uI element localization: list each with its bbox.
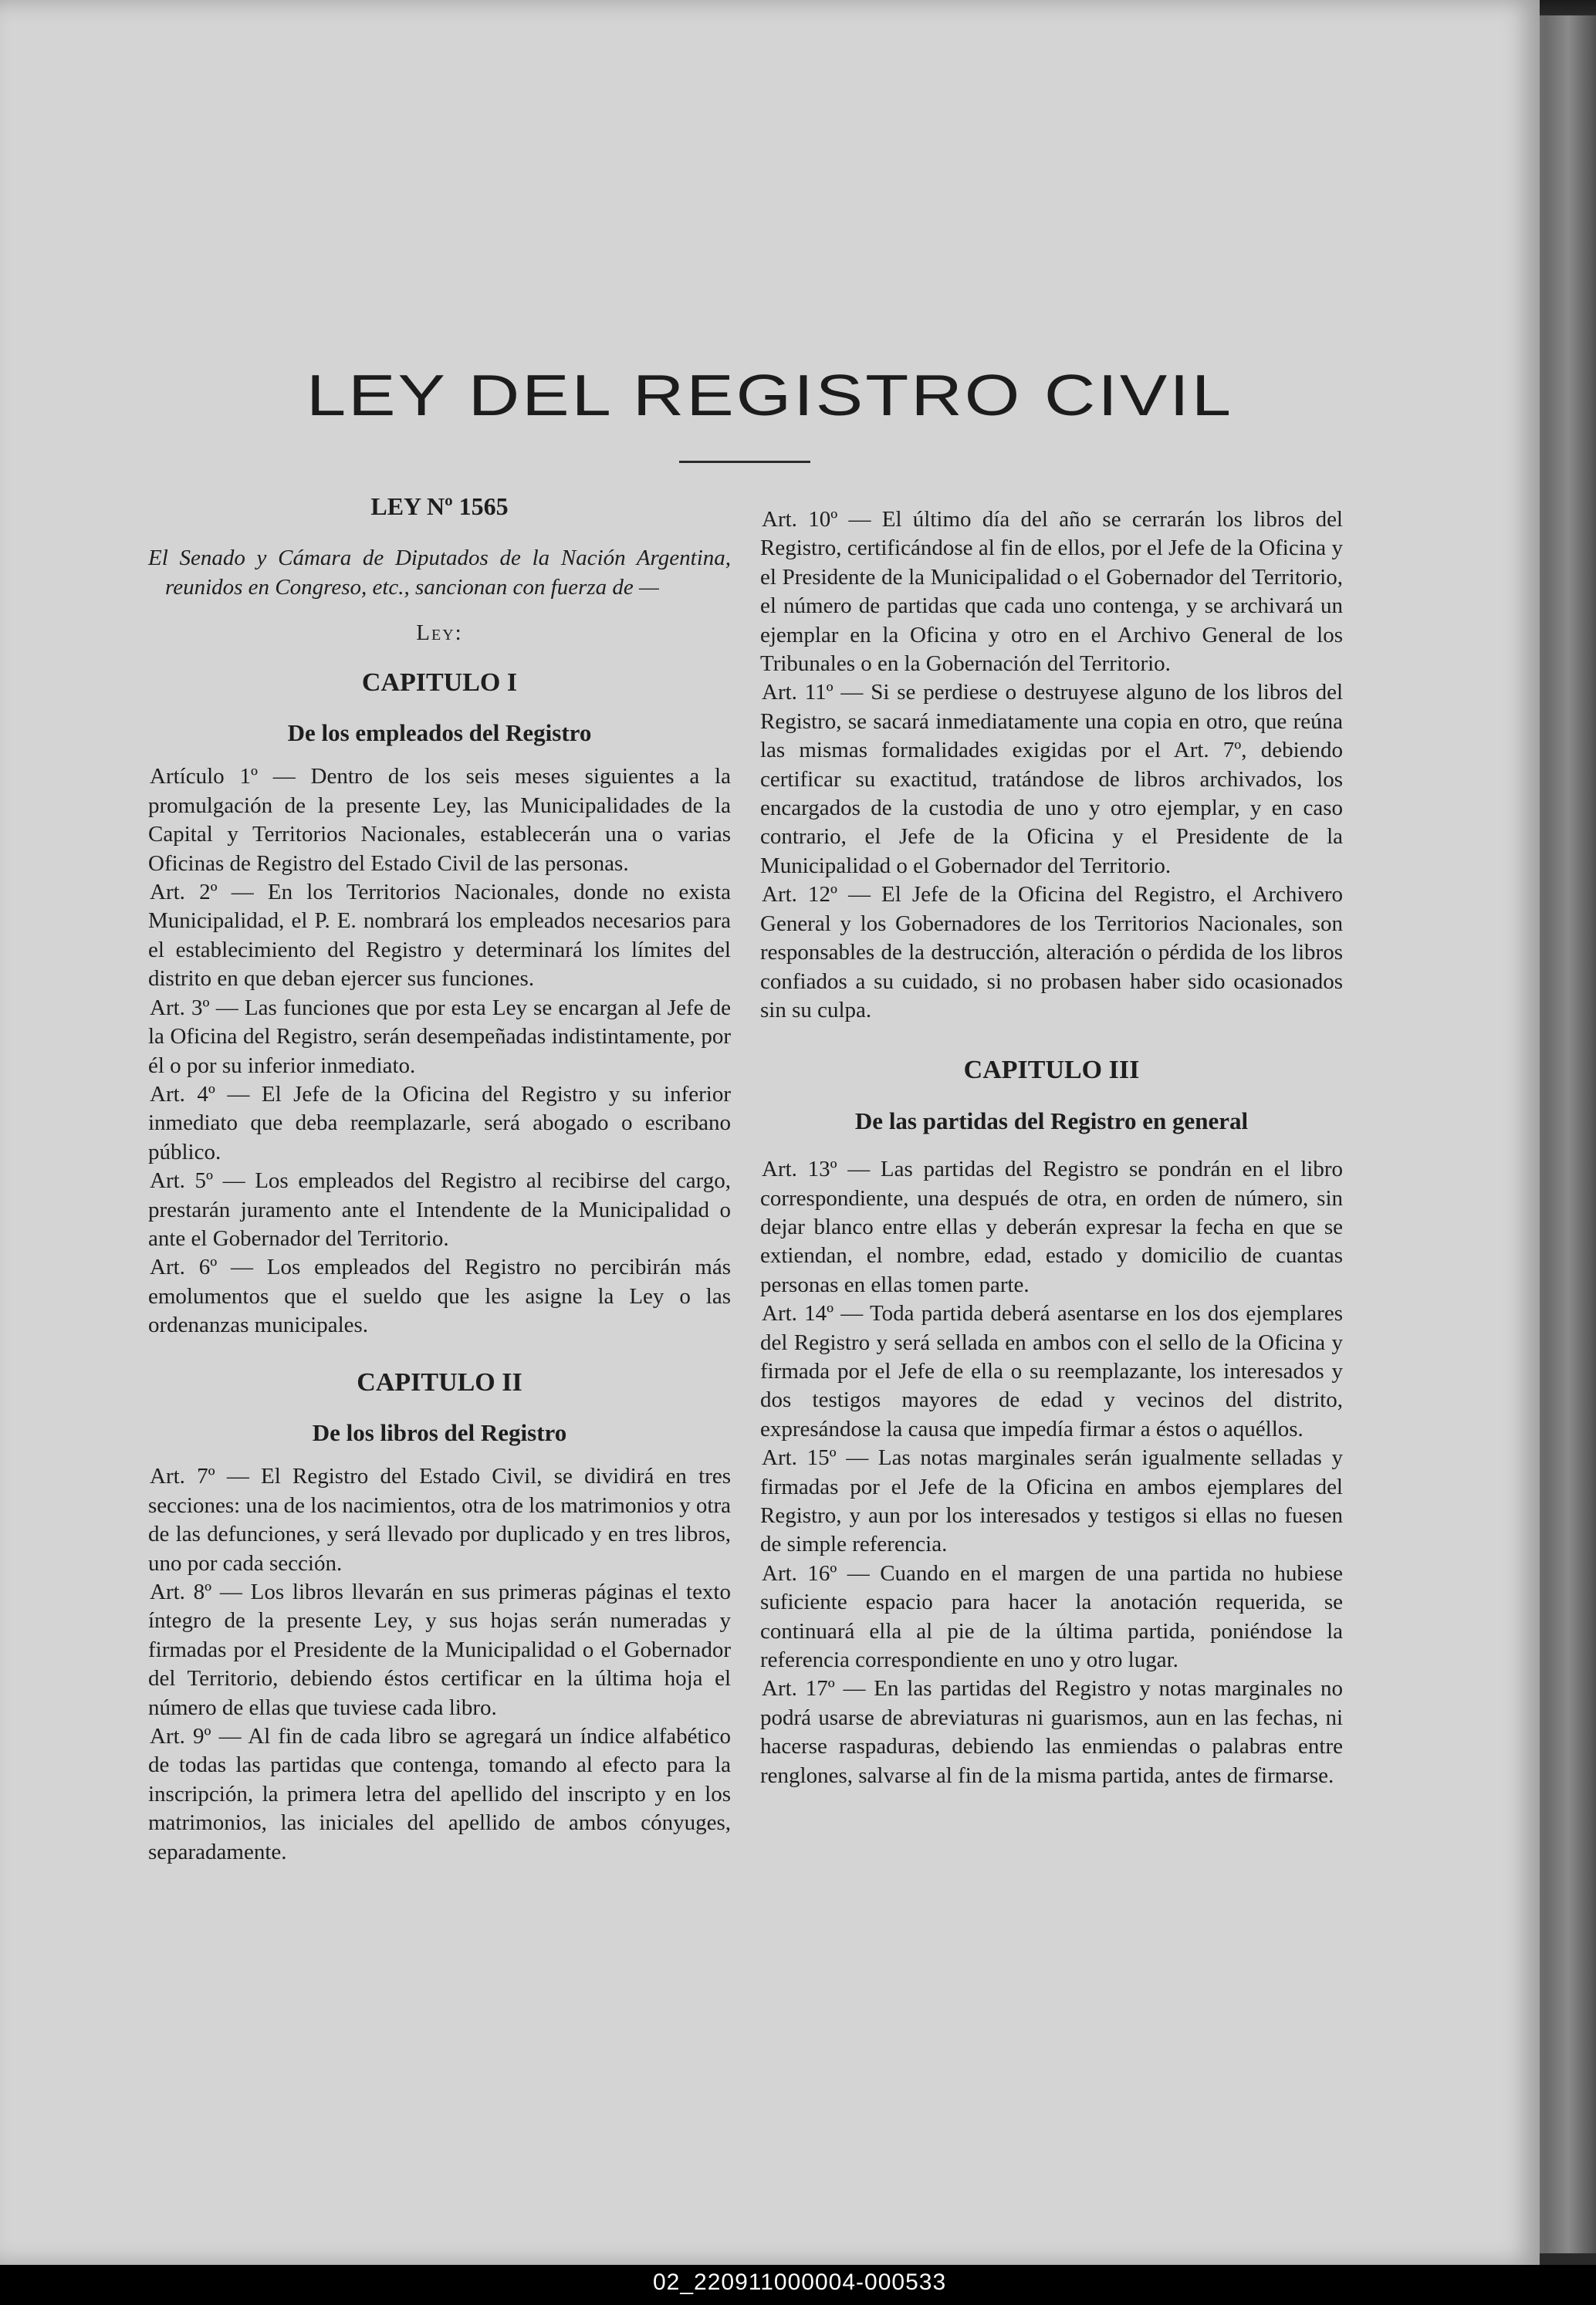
article-9: Art. 9º — Al fin de cada libro se agregará un índice alfabético de todas las partidas que contenga, tomando al efecto para la inscripción, la primera letra del apellido del inscripto y en los matrimonios, las iniciales del apellido de ambos cónyuges, separadamente. — [148, 1724, 731, 1864]
ley-word: Ley: — [416, 620, 463, 646]
law-number: LEY Nº 1565 — [370, 492, 509, 520]
article-2: Art. 2º — En los Territorios Nacionales, donde no exista Municipalidad, el P. E. nombrará los empleados necesarios para el establecimiento del Registro y determinará los límites del distrito en que deban ejercer sus funciones. — [148, 880, 731, 992]
article-1: Artículo 1º — Dentro de los seis meses siguientes a la promulgación de la presente Ley, las Municipalidades de la Capital y Territorios Nacionales, establecerán una o varias Oficinas de Registro del Estado Civil de las personas. — [148, 764, 731, 876]
preamble: El Senado y Cámara de Diputados de la Nación Argentina, reunidos en Congreso, etc., sancionan con fuerza de — — [148, 546, 731, 600]
chapter-1-heading: CAPITULO I — [361, 668, 518, 697]
left-column — [148, 486, 731, 1867]
chapter-3-heading: CAPITULO III — [963, 1056, 1140, 1085]
article-14: Art. 14º — Toda partida deberá asentarse en los dos ejemplares del Registro y será sellada en ambos con el sello de la Oficina y firmada por el Jefe de ella o su reemplazante, los interesados y dos testigos mayores de edad y vecinos del distrito, expresándose la causa que impedía firmar a éstos o aquéllos. — [760, 1301, 1343, 1441]
article-16: Art. 16º — Cuando en el margen de una partida no hubiese suficiente espacio para hacer la anotación requerida, se continuará ella al pie de la última partida, poniéndose la referencia correspondiente en uno y otro lugar. — [760, 1560, 1343, 1673]
chapter-2-heading: CAPITULO II — [357, 1367, 522, 1397]
article-15: Art. 15º — Las notas marginales serán igualmente selladas y firmadas por el Jefe de la Oficina en ambos ejemplares del Registro, y aun por los interesados y testigos si ellas no fuesen de simple referencia. — [760, 1445, 1343, 1557]
article-13: Art. 13º — Las partidas del Registro se pondrán en el libro correspondiente, una después de otra, en orden de número, sin dejar blanco entre ellas y deberán expresar la fecha en que se extiendan, el nombre, edad, estado y domicilio de cuantas personas en ellas tomen parte. — [760, 1157, 1343, 1297]
chapter-3-subheading: De las partidas del Registro en general — [854, 1107, 1249, 1134]
chapter-1-subheading: De los empleados del Registro — [287, 719, 592, 747]
article-7: Art. 7º — El Registro del Estado Civil, se dividirá en tres secciones: una de los nacimientos, otra de los matrimonios y otra de las defunciones, y será llevado por duplicado y en tres libros, uno por cada sección. — [148, 1464, 731, 1576]
title-divider — [679, 461, 810, 463]
article-3: Art. 3º — Las funciones que por esta Ley se encargan al Jefe de la Oficina del Registro, serán desempeñadas indistintamente, por él o por su inferior inmediato. — [148, 995, 731, 1078]
document-title: LEY DEL REGISTRO CIVIL — [306, 363, 1234, 428]
article-12: Art. 12º — El Jefe de la Oficina del Registro, el Archivero General y los Gobernadores de los Territorios Nacionales, son responsables de la destrucción, alteración o pérdida de los libros confiados a su cuidado, si no probasen haber sido ocasionados sin su culpa. — [760, 882, 1343, 1022]
article-10: Art. 10º — El último día del año se cerrarán los libros del Registro, certificándose al fin de ellos, por el Jefe de la Oficina y el Presidente de la Municipalidad o el Gobernador del Territorio, el número de partidas que cada uno contenga, y se archivará un ejemplar en la Oficina y otro en el Archivo General de los Tribunales o en la Gobernación del Territorio. — [760, 507, 1343, 677]
chapter-2-subheading: De los libros del Registro — [312, 1418, 567, 1446]
scan-file-label: 02_220911000004-000533 — [653, 2270, 947, 2295]
article-5: Art. 5º — Los empleados del Registro al recibirse del cargo, prestarán juramento ante el Intendente de la Municipalidad o ante el Gobernador del Territorio. — [148, 1168, 731, 1251]
right-column — [760, 505, 1343, 1790]
article-4: Art. 4º — El Jefe de la Oficina del Registro y su inferior inmediato que deba reemplazarle, será abogado o escribano público. — [148, 1081, 731, 1164]
article-11: Art. 11º — Si se perdiese o destruyese alguno de los libros del Registro, se sacará inmediatamente una copia en otro, que reúna las mismas formalidades exigidas por el Art. 7º, debiendo certificar su exactitud, tratándose de libros archivados, los encargados de la custodia de uno y otro ejemplar, y en caso contrario, el Jefe de la Oficina y el Presidente de la Municipalidad o el Gobernador del Territorio. — [760, 680, 1343, 878]
article-17: Art. 17º — En las partidas del Registro y notas marginales no podrá usarse de abreviaturas ni guarismos, aun en las fechas, ni hacerse raspaduras, debiendo las enmiendas o palabras entre renglones, salvarse al fin de la misma partida, antes de firmarse. — [760, 1676, 1343, 1788]
article-8: Art. 8º — Los libros llevarán en sus primeras páginas el texto íntegro de la presente Ley, y sus hojas serán numeradas y firmadas por el Presidente de la Municipalidad o el Gobernador del Territorio, debiendo éstos certificar en la última hoja el número de ellas que tuviese cada libro. — [148, 1580, 731, 1720]
article-6: Art. 6º — Los empleados del Registro no percibirán más emolumentos que el sueldo que les asigne la Ley o las ordenanzas municipales. — [148, 1255, 731, 1338]
